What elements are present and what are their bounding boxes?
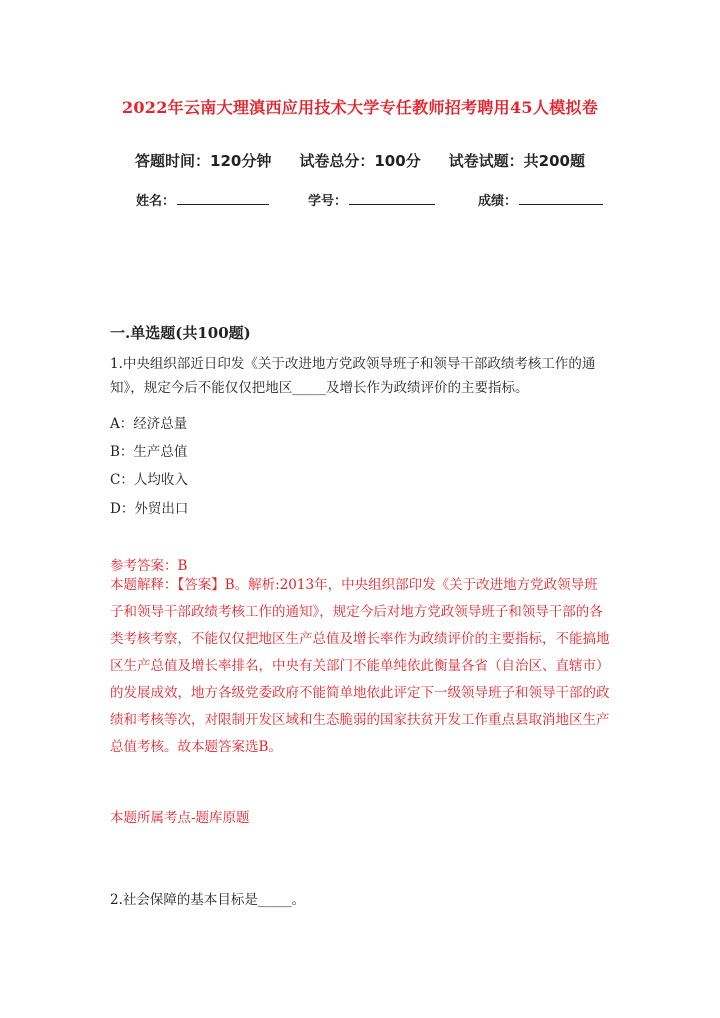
question-1-option-a: A：经济总量 <box>110 416 188 432</box>
question-1-option-d: D：外贸出口 <box>110 501 189 517</box>
question-1-answer: 参考答案：B <box>110 558 188 574</box>
question-1-option-b: B：生产总值 <box>110 444 188 460</box>
score-blank[interactable] <box>519 192 603 205</box>
name-blank[interactable] <box>177 192 269 205</box>
name-field <box>136 190 269 209</box>
score-label: 成绩： <box>478 194 518 209</box>
student-id-field <box>308 190 435 209</box>
exam-total-score: 试卷总分：100分 <box>299 152 421 170</box>
score-field <box>478 190 603 209</box>
student-id-label: 学号： <box>308 194 348 209</box>
exam-total-questions: 试卷试题：共200题 <box>448 152 585 170</box>
student-id-blank[interactable] <box>349 192 435 205</box>
name-label: 姓名： <box>136 194 176 209</box>
section-title: 一.单选题(共100题) <box>110 324 251 342</box>
document-title: 2022年云南大理滇西应用技术大学专任教师招考聘用45人模拟卷 <box>121 98 599 117</box>
question-1-text: 1.中央组织部近日印发《关于改进地方党政领导班子和领导干部政绩考核工作的通知》，规定今后不能仅仅把地区_____及增长作为政绩评价的主要指标。 <box>110 356 596 396</box>
exam-meta <box>0 150 720 171</box>
question-1-option-c: C：人均收入 <box>110 472 188 488</box>
question-1-explanation: 本题解释：【答案】B。解析:2013年，中央组织部印发《关于改进地方党政领导班子和领导干部政绩考核工作的通知》，规定今后对地方党政领导班子和领导干部的各类考核考察，不能仅仅把地区生产总值及增长率作为政绩评价的主要指标，不能搞地区生产总值及增长率排名，中央有关部门不能单纯依此衡量各省（自治区、直辖市）的发展成效，地方各级党委政府不能简单地依此评定下一级领导班子和领导干部的政绩和考核等次，对限制开发区域和生态脆弱的国家扶贫开发工作重点县取消地区生产总值考核。故本题答案选B。 <box>110 577 610 755</box>
exam-time: 答题时间：120分钟 <box>135 152 272 170</box>
question-1-source: 本题所属考点-题库原题 <box>110 810 250 826</box>
question-2-text: 2.社会保障的基本目标是_____。 <box>110 892 306 908</box>
